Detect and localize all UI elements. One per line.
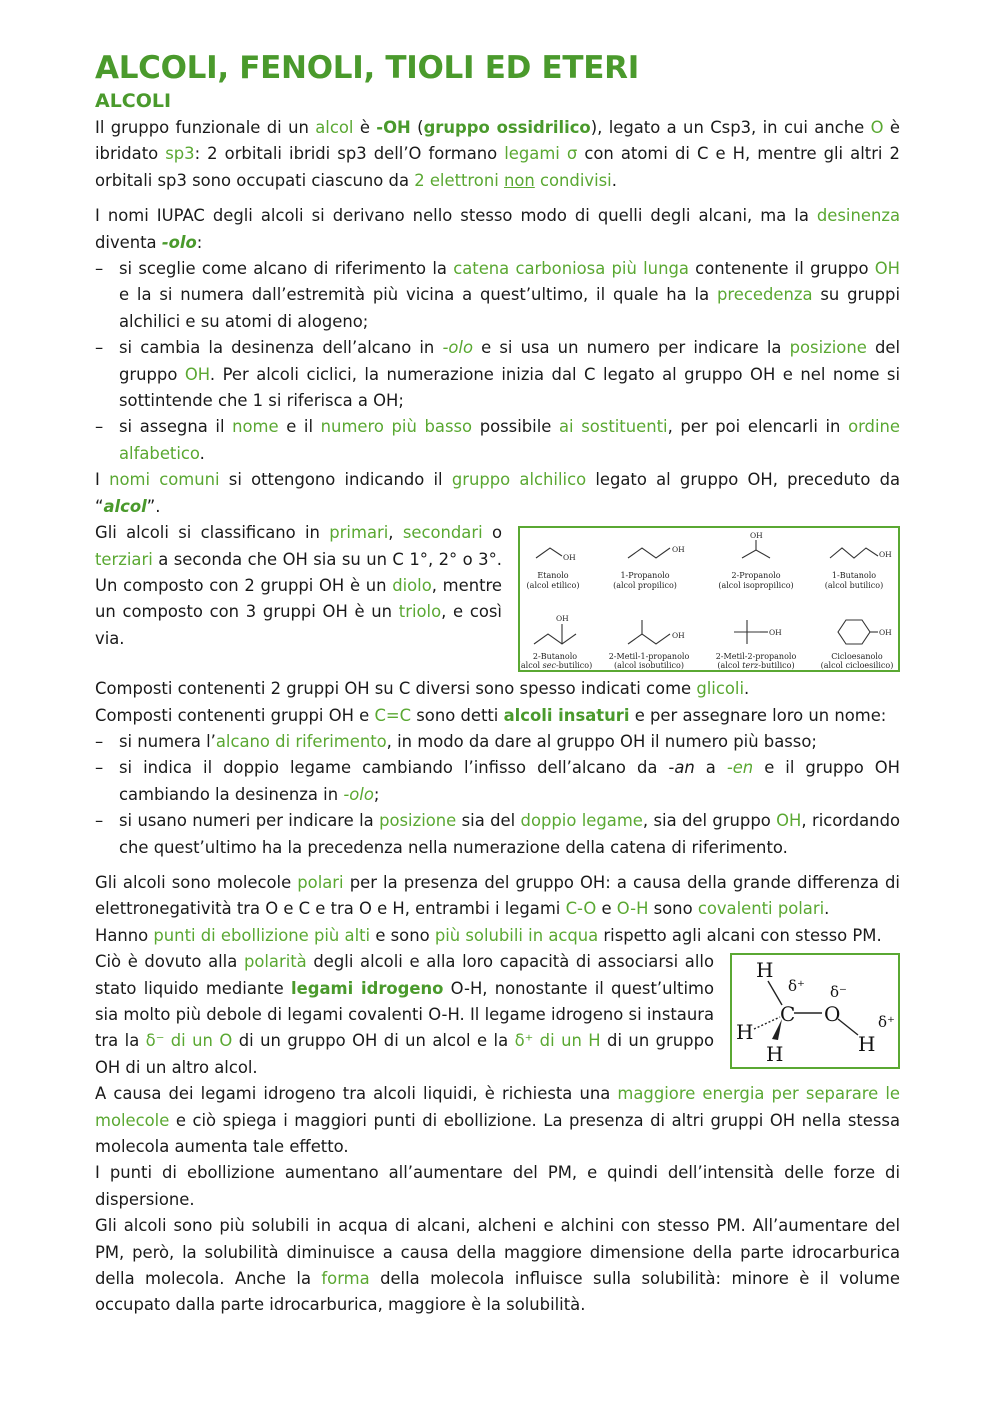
paragraph-energy: A causa dei legami idrogeno tra alcoli liquidi, è richiesta una maggiore energia per separare le molecole e ciò spiega i maggiori punti di ebollizione. La presenza di altri gruppi OH nella stessa molecola aumenta tale effetto. [95, 1084, 900, 1156]
iupac-rules-list [95, 256, 900, 467]
paragraph-glycols: Composti contenenti 2 gruppi OH su C diversi sono spesso indicati come glicoli. [95, 679, 750, 699]
svg-text:OH: OH [672, 545, 685, 555]
svg-text:H: H [766, 1042, 784, 1067]
paragraph-hydrogen-bonds: Ciò è dovuto alla polarità degli alcoli e alla loro capacità di associarsi allo stato liquido mediante legami idrogeno O-H, nonostante il quest’ultimo sia molto più debole di legami covalenti O-H. Il legame idrogeno si instaura tra la δ⁻ di un O di un gruppo OH di un alcol e la δ⁺ di un H di un gruppo OH di un altro alcol. [95, 952, 715, 1077]
molecule-common-name: (alcol sec-butilico) [520, 661, 593, 671]
molecule-name: 2-Butanolo [532, 652, 578, 662]
svg-text:δ⁺: δ⁺ [788, 977, 805, 996]
paragraph-unsaturated: Composti contenenti gruppi OH e C=C sono detti alcoli insaturi e per assegnare loro un nome: [95, 705, 887, 725]
svg-text:H: H [858, 1032, 876, 1057]
paragraph-iupac: I nomi IUPAC degli alcoli si derivano nello stesso modo di quelli degli alcani, ma la desinenza diventa -olo: [95, 206, 900, 252]
molecule-name: Cicloesanolo [831, 652, 883, 662]
cyclohexanol-ring [838, 620, 870, 644]
molecule-name: 2-Metil-2-propanolo [715, 652, 797, 662]
paragraph-classification: Gli alcoli si classificano in primari, secondari o terziari a seconda che OH sia su un C 1°, 2° o 3°. Un composto con 2 gruppi OH è un diolo, mentre un composto con 3 gruppi OH è un triolo, e così via. [95, 523, 502, 648]
svg-text:OH: OH [769, 628, 782, 638]
svg-text:OH: OH [672, 631, 685, 641]
paragraph-molecular-weight: I punti di ebollizione aumentano all’aumentare del PM, e quindi dell’intensità delle forze di dispersione. [95, 1163, 900, 1209]
molecule-name: Etanolo [537, 571, 569, 581]
list-item: – si sceglie come alcano di riferimento la catena carboniosa più lunga contenente il gruppo OH e la si numera dall’estremità più vicina a quest’ultimo, il quale ha la precedenza su gruppi alchilici e su atomi di alogeno; [95, 256, 900, 335]
list-item: – si assegna il nome e il numero più basso possibile ai sostituenti, per poi elencarli in ordine alfabetico. [95, 414, 900, 467]
svg-text:OH: OH [750, 531, 763, 541]
svg-text:H: H [756, 958, 774, 983]
page-title: ALCOLI, FENOLI, TIOLI ED ETERI [95, 50, 639, 86]
list-item: – si indica il doppio legame cambiando l’infisso dell’alcano da -an a -en e il gruppo OH cambiando la desinenza in -olo; [95, 755, 900, 808]
paragraph-polarity: Gli alcoli sono molecole polari per la presenza del gruppo OH: a causa della grande differenza di elettronegatività tra O e C e tra O e H, entrambi i legami C-O e O-H sono covalenti polari. [95, 872, 900, 919]
list-item: – si cambia la desinenza dell’alcano in -olo e si usa un numero per indicare la posizione del gruppo OH. Per alcoli ciclici, la numerazione inizia dal C legato al gruppo OH e nel nome si sottintende che 1 si riferisca a OH; [95, 335, 900, 414]
butanol-skeleton [830, 548, 878, 558]
molecule-common-name: (alcol terz-butilico) [717, 661, 795, 671]
molecule-common-name: (alcol cicloesilico) [820, 661, 894, 671]
svg-text:δ⁺: δ⁺ [878, 1013, 895, 1032]
molecule-name: 2-Metil-1-propanolo [608, 652, 690, 662]
molecule-name: 2-Propanolo [731, 571, 781, 581]
methanol-dipole-svg [732, 955, 898, 1067]
alcohol-structures-figure [518, 526, 900, 672]
list-item: – si usano numeri per indicare la posizione sia del doppio legame, sia del gruppo OH, ricordando che quest’ultimo ha la precedenza nella numerazione della catena di riferimento. [95, 808, 900, 861]
document-page [95, 48, 900, 1319]
paragraph-boiling: Hanno punti di ebollizione più alti e sono più solubili in acqua rispetto agli alcani con stesso PM. [95, 925, 882, 945]
svg-text:OH: OH [879, 550, 892, 560]
list-item: – si numera l’alcano di riferimento, in modo da dare al gruppo OH il numero più basso; [95, 729, 900, 755]
svg-text:O: O [824, 1002, 841, 1027]
molecule-common-name: (alcol butilico) [824, 581, 884, 591]
isobutanol-skeleton [628, 634, 670, 644]
molecule-name: 1-Propanolo [620, 571, 670, 581]
paragraph-solubility: Gli alcoli sono più solubili in acqua di alcani, alcheni e alchini con stesso PM. All’aumentare del PM, però, la solubilità diminuisce a causa della maggiore dimensione della parte idrocarburica della molecola. Anche la forma della molecola influisce sulla solubilità: minore è il volume occupato dalla parte idrocarburica, maggiore è la solubilità. [95, 1216, 900, 1315]
section-heading: ALCOLI [95, 90, 172, 112]
sec-butanol-skeleton [534, 634, 576, 644]
svg-text:OH: OH [556, 614, 569, 624]
unsaturated-rules-list [95, 729, 900, 861]
svg-text:OH: OH [563, 553, 576, 563]
paragraph-common-names: I nomi comuni si ottengono indicando il gruppo alchilico legato al gruppo OH, preceduto da “alcol”. [95, 470, 901, 516]
svg-text:δ⁻: δ⁻ [830, 983, 847, 1002]
molecule-common-name: (alcol isobutilico) [614, 661, 684, 671]
hydrogen-bond-figure [730, 953, 900, 1069]
svg-text:H: H [736, 1020, 754, 1045]
propanol-skeleton [628, 548, 670, 558]
molecule-common-name: (alcol isopropilico) [718, 581, 794, 591]
svg-text:C: C [780, 1002, 796, 1027]
ethanol-skeleton [536, 548, 562, 558]
molecule-common-name: (alcol propilico) [613, 581, 677, 591]
molecule-name: 1-Butanolo [831, 571, 877, 581]
svg-text:OH: OH [879, 628, 892, 638]
alcohol-structures-svg [520, 528, 898, 670]
paragraph-functional-group: Il gruppo funzionale di un alcol è -OH (gruppo ossidrilico), legato a un Csp3, in cui anche O è ibridato sp3: 2 orbitali ibridi sp3 dell’O formano legami σ con atomi di C e H, mentre gli altri 2 orbitali sp3 sono occupati ciascuno da 2 elettroni non condivisi. [95, 118, 900, 190]
molecule-common-name: (alcol etilico) [526, 581, 580, 591]
isopropanol-skeleton [742, 550, 770, 558]
